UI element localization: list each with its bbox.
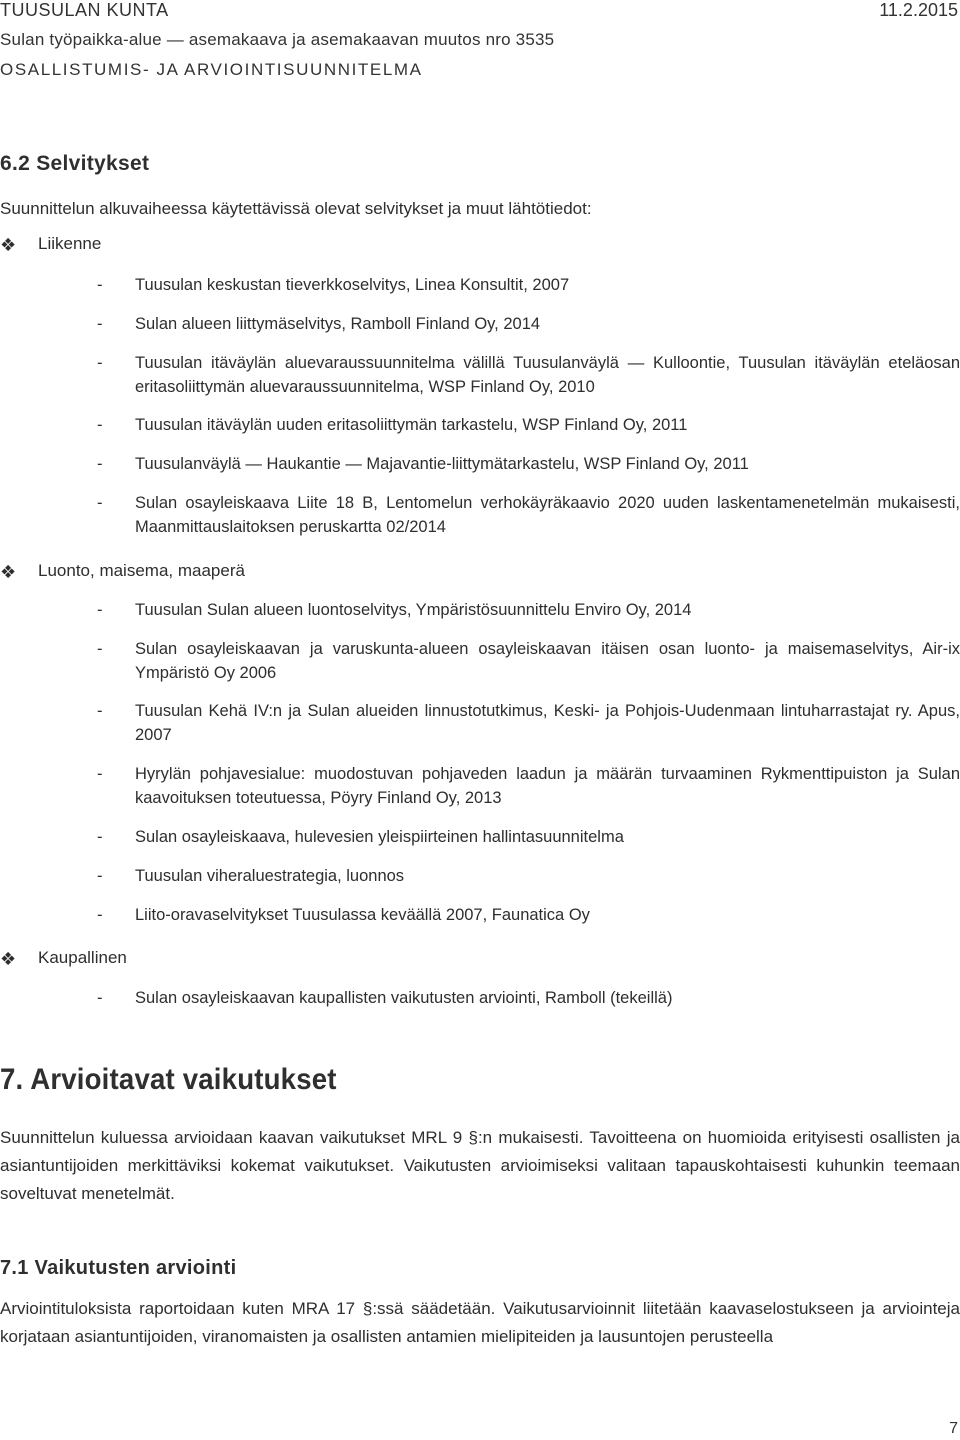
list-item-text: Tuusulan itäväylän uuden eritasoliittymän tarkastelu, WSP Finland Oy, 2011 [135,416,688,434]
list-item [97,762,960,810]
list-item [97,986,960,1010]
dash-bullet: - [97,416,103,434]
category-liikenne [0,234,102,255]
dash-bullet: - [97,906,103,924]
dash-bullet: - [97,601,103,619]
list-item-text: Tuusulan Kehä IV:n ja Sulan alueiden linnustotutkimus, Keski- ja Pohjois-Uudenmaan lintuharrastajat ry. Apus, 2007 [135,702,960,744]
diamond-bullet-icon: ❖ [0,949,17,969]
document-date: 11.2.2015 [879,0,958,20]
list-item-text: Tuusulan itäväylän aluevaraussuunnitelma välillä Tuusulanväylä — Kulloontie, Tuusulan itäväylän eteläosan eritasoliittymän aluevaraussuunnitelma, WSP Finland Oy, 2010 [135,354,960,396]
diamond-bullet-icon: ❖ [0,235,17,255]
list-item [97,699,960,747]
list-item-text: Hyrylän pohjavesialue: muodostuvan pohjaveden laadun ja määrän turvaaminen Rykmenttipuiston ja Sulan kaavoituksen toteutuessa, Pöyry Finland Oy, 2013 [135,765,960,807]
section-7-paragraph: Suunnittelun kuluessa arvioidaan kaavan vaikutukset MRL 9 §:n mukaisesti. Tavoitteena on huomioida erityisesti osallisten ja asiantuntijoiden merkittäviksi kokemat vaikutukset. Vaikutusten arvioimiseksi valitaan tapauskohtaisesti kuhunkin teemaan soveltuvat menetelmät. [0,1128,960,1203]
category-kaupallinen [0,948,127,969]
category-title: Liikenne [38,234,102,253]
category-title: Kaupallinen [38,948,127,967]
list-item [97,903,960,927]
list-item-text: Sulan osayleiskaava, hulevesien yleispiirteinen hallintasuunnitelma [135,828,624,846]
section-7-1-paragraph: Arviointituloksista raportoidaan kuten MRA 17 §:ssä säädetään. Vaikutusarvioinnit liitetään kaavaselostukseen ja arviointeja korjataan asiantuntijoiden, viranomaisten ja osallisten antamien mielipiteiden ja lausuntojen perusteella [0,1299,960,1346]
list-item-text: Tuusulan keskustan tieverkkoselvitys, Linea Konsultit, 2007 [135,276,570,294]
dash-bullet: - [97,828,103,846]
list-item [97,312,960,336]
section-heading-6-2: 6.2 Selvitykset [0,152,150,175]
dash-bullet: - [97,354,103,372]
dash-bullet: - [97,702,103,720]
dash-bullet: - [97,867,103,885]
plan-title: Sulan työpaikka-alue — asemakaava ja asemakaavan muutos nro 3535 [0,30,555,49]
dash-bullet: - [97,494,103,512]
section-intro: Suunnittelun alkuvaiheessa käytettävissä olevat selvitykset ja muut lähtötiedot: [0,199,592,218]
dash-bullet: - [97,276,103,294]
list-item [97,351,960,399]
list-item [97,637,960,685]
dash-bullet: - [97,315,103,333]
dash-bullet: - [97,989,103,1007]
list-item [97,825,960,849]
list-item [97,598,960,622]
category-title: Luonto, maisema, maaperä [38,561,245,580]
diamond-bullet-icon: ❖ [0,562,17,582]
list-item-text: Liito-oravaselvitykset Tuusulassa keväällä 2007, Faunatica Oy [135,906,590,924]
page-number: 7 [949,1420,958,1437]
dash-bullet: - [97,455,103,473]
list-item [97,273,960,297]
list-item-text: Tuusulan Sulan alueen luontoselvitys, Ympäristösuunnittelu Enviro Oy, 2014 [135,601,692,619]
list-item-text: Tuusulanväylä — Haukantie — Majavantie-liittymätarkastelu, WSP Finland Oy, 2011 [135,455,749,473]
list-item [97,413,960,437]
category-luonto [0,561,245,582]
document-type: OSALLISTUMIS- JA ARVIOINTISUUNNITELMA [0,60,423,79]
list-item-text: Tuusulan viheraluestrategia, luonnos [135,867,405,885]
list-item [97,491,960,539]
list-item-text: Sulan osayleiskaava Liite 18 B, Lentomelun verhokäyräkaavio 2020 uuden laskentamenetelmän mukaisesti, Maanmittauslaitoksen peruskartta 02/2014 [135,494,960,536]
section-heading-7: 7. Arvioitavat vaikutukset [0,1063,337,1096]
list-item-text: Sulan osayleiskaavan kaupallisten vaikutusten arviointi, Ramboll (tekeillä) [135,989,673,1007]
section-heading-7-1: 7.1 Vaikutusten arviointi [0,1257,237,1279]
list-item-text: Sulan alueen liittymäselvitys, Ramboll Finland Oy, 2014 [135,315,541,333]
dash-bullet: - [97,640,103,658]
list-item [97,864,960,888]
organization-name: TUUSULAN KUNTA [0,0,169,20]
list-item-text: Sulan osayleiskaavan ja varuskunta-alueen osayleiskaavan itäisen osan luonto- ja maisemaselvitys, Air-ix Ympäristö Oy 2006 [135,640,960,682]
dash-bullet: - [97,765,103,783]
list-item [97,452,960,476]
